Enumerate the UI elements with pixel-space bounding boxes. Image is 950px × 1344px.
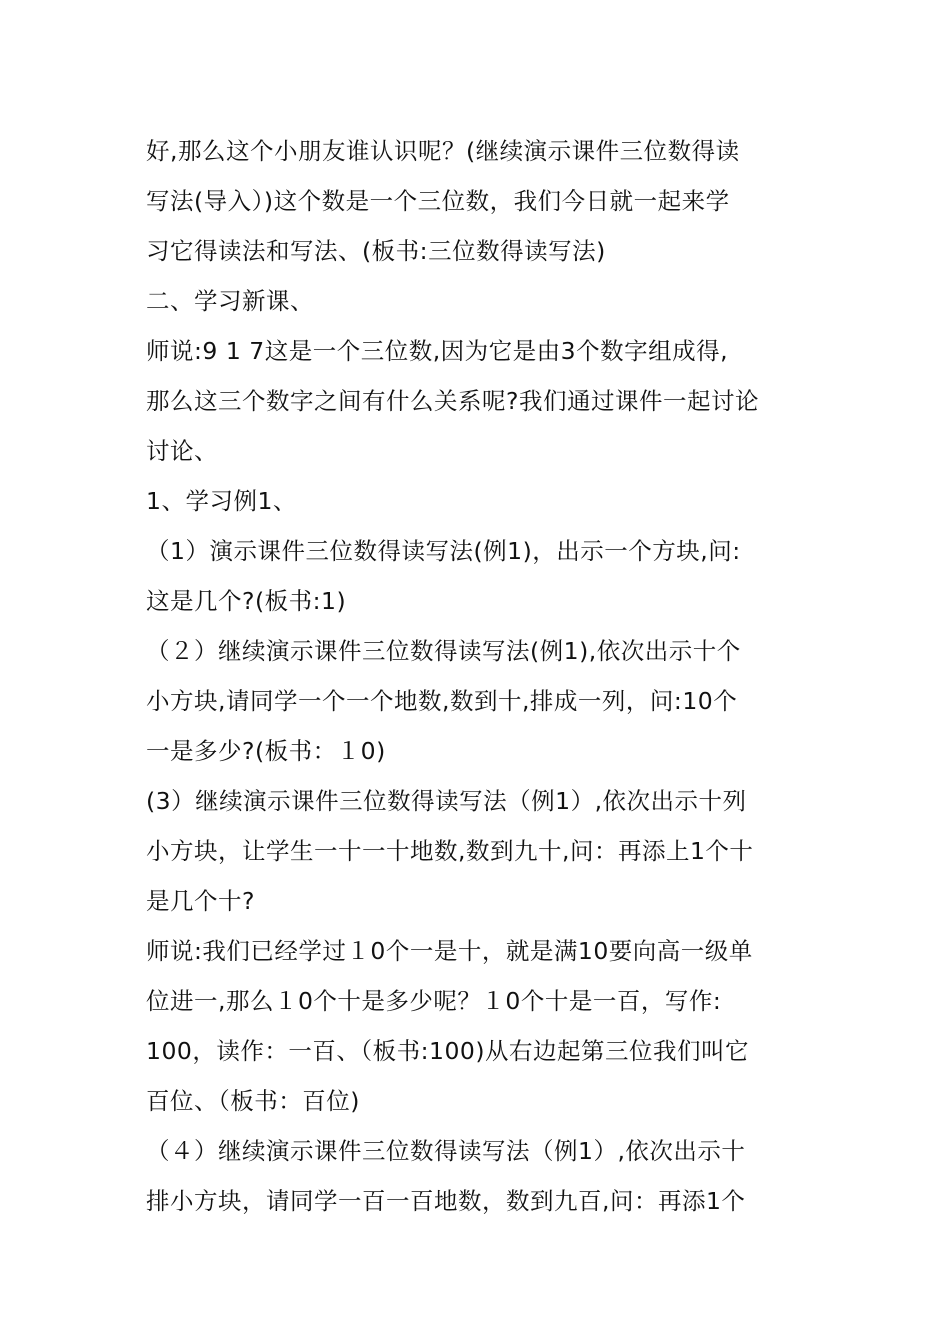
text-line: 小方块,请同学一个一个地数,数到十,排成一列，问:10个 (146, 687, 738, 715)
text-line: 100，读作：一百、（板书:100)从右边起第三位我们叫它 (146, 1037, 750, 1065)
text-line: 习它得读法和写法、(板书:三位数得读写法) (146, 237, 606, 265)
text-line: 是几个十? (146, 887, 255, 915)
text-line: 好,那么这个小朋友谁认识呢？(继续演示课件三位数得读 (146, 137, 740, 165)
text-line: （４）继续演示课件三位数得读写法（例1）,依次出示十 (146, 1137, 746, 1165)
section-heading: 二、学习新课、 (146, 287, 314, 315)
text-line: 一是多少?(板书：１0) (146, 737, 386, 765)
text-line: 位进一,那么１0个十是多少呢？１0个十是一百，写作: (146, 987, 722, 1015)
text-line: 师说:9 1 7这是一个三位数,因为它是由3个数字组成得, (146, 337, 729, 365)
subsection-heading: 1、学习例1、 (146, 487, 297, 515)
text-line: 这是几个?(板书:1) (146, 587, 347, 615)
text-line: (3）继续演示课件三位数得读写法（例1）,依次出示十列 (146, 787, 747, 815)
text-line: 师说:我们已经学过１0个一是十，就是满10要向高一级单 (146, 937, 753, 965)
text-line: 排小方块，请同学一百一百地数，数到九百,问：再添1个 (146, 1187, 746, 1215)
text-line: 讨论、 (146, 437, 218, 465)
document-body (146, 126, 816, 1226)
text-line: 百位、（板书：百位) (146, 1087, 360, 1115)
text-line: （1）演示课件三位数得读写法(例1)，出示一个方块,问: (146, 537, 741, 565)
text-line: 写法(导入）)这个数是一个三位数，我们今日就一起来学 (146, 187, 730, 215)
text-line: （２）继续演示课件三位数得读写法(例1),依次出示十个 (146, 637, 741, 665)
text-line: 小方块，让学生一十一十地数,数到九十,问：再添上1个十 (146, 837, 754, 865)
text-line: 那么这三个数字之间有什么关系呢?我们通过课件一起讨论 (146, 387, 759, 415)
